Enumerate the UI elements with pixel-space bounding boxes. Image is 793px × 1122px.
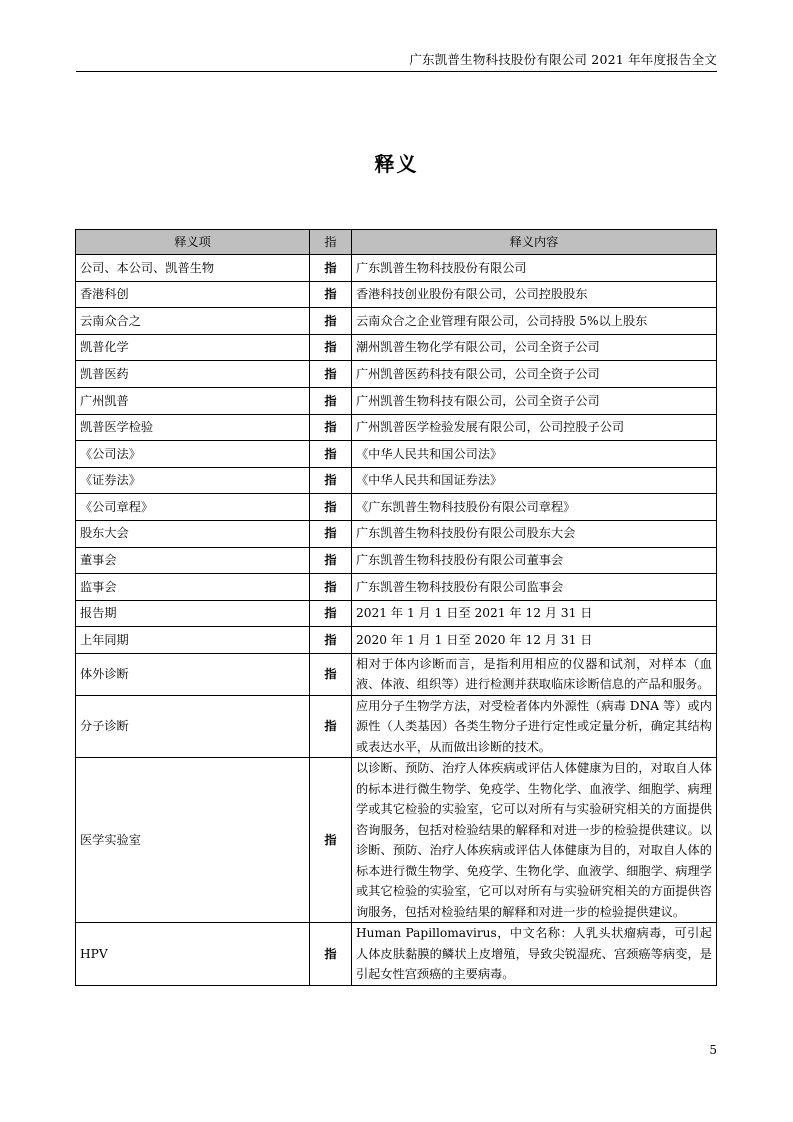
term-cell: 凯普医学检验 xyxy=(76,414,310,441)
definition-cell: 香港科技创业股份有限公司，公司控股股东 xyxy=(352,281,717,308)
table-row xyxy=(76,520,717,547)
term-cell: 上年同期 xyxy=(76,627,310,654)
indicator-cell: 指 xyxy=(310,255,352,282)
term-cell: 云南众合之 xyxy=(76,308,310,335)
header-divider xyxy=(76,71,717,72)
definition-cell: 广州凯普医药科技有限公司，公司全资子公司 xyxy=(352,361,717,388)
table-row xyxy=(76,923,717,986)
definition-cell: 云南众合之企业管理有限公司，公司持股 5%以上股东 xyxy=(352,308,717,335)
definition-cell: 2021 年 1 月 1 日至 2021 年 12 月 31 日 xyxy=(352,600,717,627)
definition-cell: 相对于体内诊断而言，是指利用相应的仪器和试剂，对样本（血液、体液、组织等）进行检测并获取临床诊断信息的产品和服务。 xyxy=(352,653,717,695)
term-cell: 凯普化学 xyxy=(76,334,310,361)
table-row xyxy=(76,600,717,627)
table-header-row xyxy=(76,230,717,255)
term-cell: 董事会 xyxy=(76,547,310,574)
definition-cell: 广州凯普医学检验发展有限公司，公司控股子公司 xyxy=(352,414,717,441)
table-row xyxy=(76,441,717,468)
definition-cell: 广东凯普生物科技股份有限公司监事会 xyxy=(352,574,717,601)
page-title: 释义 xyxy=(374,152,419,176)
indicator-cell: 指 xyxy=(310,600,352,627)
indicator-cell: 指 xyxy=(310,520,352,547)
indicator-cell: 指 xyxy=(310,441,352,468)
definition-cell: 《中华人民共和国公司法》 xyxy=(352,441,717,468)
term-cell: 监事会 xyxy=(76,574,310,601)
table-row xyxy=(76,334,717,361)
definition-cell: 广东凯普生物科技股份有限公司股东大会 xyxy=(352,520,717,547)
term-cell: 《公司法》 xyxy=(76,441,310,468)
table-row xyxy=(76,494,717,521)
definition-cell: 以诊断、预防、治疗人体疾病或评估人体健康为目的，对取自人体的标本进行微生物学、免疫学、生物化学、血液学、细胞学、病理学或其它检验的实验室，它可以对所有与实验研究相关的方面提供咨询服务，包括对检验结果的解释和对进一步的检验提供建议。以诊断、预防、治疗人体疾病或评估人体健康为目的，对取自人体的标本进行微生物学、免疫学、生物化学、血液学、细胞学、病理学或其它检验的实验室，它可以对所有与实验研究相关的方面提供咨询服务，包括对检验结果的解释和对进一步的检验提供建议。 xyxy=(352,758,717,923)
table-row xyxy=(76,281,717,308)
report-header-title: 广东凯普生物科技股份有限公司 2021 年年度报告全文 xyxy=(409,52,717,67)
definition-cell: Human Papillomavirus，中文名称：人乳头状瘤病毒，可引起人体皮肤黏膜的鳞状上皮增殖，导致尖锐湿疣、宫颈癌等病变，是引起女性宫颈癌的主要病毒。 xyxy=(352,923,717,986)
page-number: 5 xyxy=(709,1043,717,1057)
indicator-cell: 指 xyxy=(310,494,352,521)
definition-cell: 广东凯普生物科技股份有限公司 xyxy=(352,255,717,282)
column-header-sep: 指 xyxy=(310,230,352,255)
term-cell: 《公司章程》 xyxy=(76,494,310,521)
term-cell: 报告期 xyxy=(76,600,310,627)
table-row xyxy=(76,414,717,441)
table-row xyxy=(76,547,717,574)
table-row xyxy=(76,758,717,923)
table-row xyxy=(76,695,717,758)
indicator-cell: 指 xyxy=(310,923,352,986)
indicator-cell: 指 xyxy=(310,308,352,335)
definition-cell: 广州凯普生物科技有限公司，公司全资子公司 xyxy=(352,387,717,414)
term-cell: 医学实验室 xyxy=(76,758,310,923)
term-cell: 广州凯普 xyxy=(76,387,310,414)
term-cell: 体外诊断 xyxy=(76,653,310,695)
table-row xyxy=(76,361,717,388)
term-cell: 股东大会 xyxy=(76,520,310,547)
indicator-cell: 指 xyxy=(310,414,352,441)
indicator-cell: 指 xyxy=(310,758,352,923)
definition-cell: 2020 年 1 月 1 日至 2020 年 12 月 31 日 xyxy=(352,627,717,654)
table-row xyxy=(76,255,717,282)
table-row xyxy=(76,387,717,414)
table-row xyxy=(76,574,717,601)
term-cell: 公司、本公司、凯普生物 xyxy=(76,255,310,282)
term-cell: 分子诊断 xyxy=(76,695,310,758)
column-header-desc: 释义内容 xyxy=(352,230,717,255)
table-row xyxy=(76,467,717,494)
definitions-table xyxy=(75,229,717,986)
term-cell: 《证券法》 xyxy=(76,467,310,494)
column-header-term: 释义项 xyxy=(76,230,310,255)
definition-cell: 《中华人民共和国证券法》 xyxy=(352,467,717,494)
indicator-cell: 指 xyxy=(310,467,352,494)
term-cell: 香港科创 xyxy=(76,281,310,308)
table-row xyxy=(76,627,717,654)
table-row xyxy=(76,653,717,695)
definition-cell: 潮州凯普生物化学有限公司，公司全资子公司 xyxy=(352,334,717,361)
indicator-cell: 指 xyxy=(310,695,352,758)
indicator-cell: 指 xyxy=(310,574,352,601)
term-cell: HPV xyxy=(76,923,310,986)
indicator-cell: 指 xyxy=(310,281,352,308)
definition-cell: 《广东凯普生物科技股份有限公司章程》 xyxy=(352,494,717,521)
indicator-cell: 指 xyxy=(310,334,352,361)
indicator-cell: 指 xyxy=(310,547,352,574)
indicator-cell: 指 xyxy=(310,653,352,695)
term-cell: 凯普医药 xyxy=(76,361,310,388)
indicator-cell: 指 xyxy=(310,627,352,654)
indicator-cell: 指 xyxy=(310,387,352,414)
definition-cell: 应用分子生物学方法，对受检者体内外源性（病毒 DNA 等）或内源性（人类基因）各类生物分子进行定性或定量分析，确定其结构或表达水平，从而做出诊断的技术。 xyxy=(352,695,717,758)
indicator-cell: 指 xyxy=(310,361,352,388)
definition-cell: 广东凯普生物科技股份有限公司董事会 xyxy=(352,547,717,574)
table-row xyxy=(76,308,717,335)
